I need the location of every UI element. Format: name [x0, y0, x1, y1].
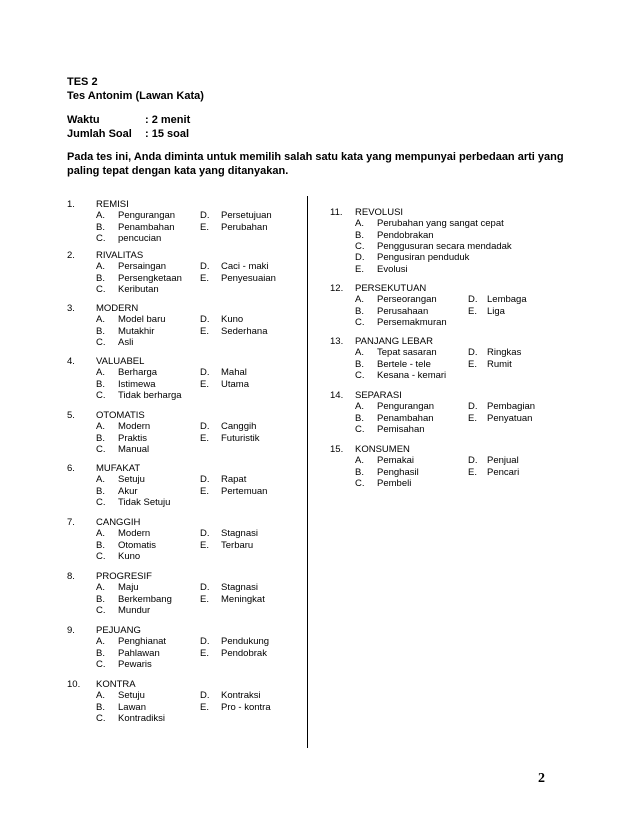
option-letter: C. [96, 443, 106, 455]
option-text: Persemakmuran [377, 316, 447, 328]
option-letter: D. [468, 455, 478, 467]
waktu-label: Waktu [67, 114, 100, 126]
option-letter: E. [200, 325, 209, 337]
option-letter: C. [96, 658, 106, 670]
option-letter: D. [200, 474, 210, 486]
option-text: Liga [487, 305, 505, 317]
option-letter: E. [200, 539, 209, 551]
option-text: Otomatis [118, 539, 157, 551]
option-text: Canggih [221, 421, 257, 433]
option-letter: A. [96, 367, 105, 379]
question-number: 6. [67, 463, 75, 474]
option-letter: E. [200, 647, 209, 659]
option-text: Meningkat [221, 593, 265, 605]
option-letter: B. [96, 701, 105, 713]
option-text: Model baru [118, 314, 166, 326]
option-text: Akur [118, 485, 138, 497]
option-letter: A. [355, 218, 364, 230]
question-number: 5. [67, 410, 75, 421]
option-letter: C. [96, 336, 106, 348]
option-letter: B. [96, 593, 105, 605]
option-text: Pengurangan [118, 210, 176, 222]
option-letter: E. [200, 272, 209, 284]
option-letter: C. [355, 240, 365, 252]
option-text: Lawan [118, 701, 146, 713]
question-word: CANGGIH [96, 517, 141, 528]
option-letter: E. [468, 358, 477, 370]
option-text: Perubahan [221, 221, 268, 233]
instruction-line-1: Pada tes ini, Anda diminta untuk memilih salah satu kata yang mempunyai perbedaan arti yang [67, 151, 564, 163]
option-text: Ringkas [487, 347, 522, 359]
option-letter: D. [200, 421, 210, 433]
option-text: Pahlawan [118, 647, 160, 659]
option-letter: D. [200, 210, 210, 222]
option-text: Terbaru [221, 539, 254, 551]
option-letter: D. [468, 401, 478, 413]
option-letter: E. [468, 412, 477, 424]
option-text: Stagnasi [221, 582, 258, 594]
question-word: PERSEKUTUAN [355, 283, 427, 294]
option-text: Rapat [221, 474, 247, 486]
option-text: Penjual [487, 455, 519, 467]
option-text: pencucian [118, 232, 162, 244]
option-text: Evolusi [377, 263, 408, 275]
jumlah-soal-value: : 15 soal [145, 128, 190, 140]
option-letter: A. [96, 690, 105, 702]
option-text: Kontraksi [221, 690, 261, 702]
option-letter: B. [355, 466, 364, 478]
option-text: Kesana - kemari [377, 369, 447, 381]
option-text: Futuristik [221, 432, 260, 444]
option-text: Persaingan [118, 261, 167, 273]
option-text: Tidak Setuju [118, 496, 171, 508]
page-number: 2 [538, 771, 545, 786]
option-text: Modern [118, 528, 151, 540]
option-text: Perubahan yang sangat cepat [377, 218, 504, 230]
option-text: Penyatuan [487, 412, 533, 424]
option-letter: B. [355, 412, 364, 424]
option-text: Pewaris [118, 658, 152, 670]
option-text: Pemisahan [377, 423, 425, 435]
option-letter: E. [200, 378, 209, 390]
option-letter: C. [96, 232, 106, 244]
option-letter: C. [96, 389, 106, 401]
option-text: Pembagian [487, 401, 536, 413]
question-number: 9. [67, 625, 75, 636]
option-letter: A. [355, 401, 364, 413]
option-letter: E. [200, 221, 209, 233]
option-letter: E. [355, 263, 364, 275]
option-text: Keributan [118, 283, 159, 295]
option-letter: D. [200, 582, 210, 594]
option-text: Pendobrak [221, 647, 267, 659]
option-text: Rumit [487, 358, 512, 370]
option-text: Utama [221, 378, 249, 390]
question-word: PROGRESIF [96, 571, 152, 582]
option-letter: A. [96, 261, 105, 273]
option-text: Persengketaan [118, 272, 182, 284]
question-word: PANJANG LEBAR [355, 336, 433, 347]
option-text: Pengurangan [377, 401, 435, 413]
option-text: Penyesuaian [221, 272, 276, 284]
question-word: REMISI [96, 199, 129, 210]
option-text: Penambahan [377, 412, 434, 424]
instruction-line-2: paling tepat dengan kata yang ditanyakan. [67, 165, 289, 177]
option-text: Pendukung [221, 636, 270, 648]
option-letter: B. [96, 221, 105, 233]
question-number: 11. [330, 207, 343, 218]
option-letter: B. [96, 432, 105, 444]
waktu-value: : 2 menit [145, 114, 191, 126]
option-text: Perusahaan [377, 305, 429, 317]
option-letter: D. [468, 294, 478, 306]
option-text: Modern [118, 421, 151, 433]
option-letter: A. [355, 455, 364, 467]
option-letter: D. [200, 367, 210, 379]
option-letter: A. [355, 347, 364, 359]
question-word: SEPARASI [355, 390, 402, 401]
question-word: RIVALITAS [96, 250, 144, 261]
option-letter: B. [96, 378, 105, 390]
option-letter: B. [96, 325, 105, 337]
option-letter: E. [200, 701, 209, 713]
test-subtitle: Tes Antonim (Lawan Kata) [67, 90, 204, 102]
question-number: 8. [67, 571, 75, 582]
option-text: Pemakai [377, 455, 414, 467]
option-letter: A. [96, 528, 105, 540]
option-letter: E. [468, 466, 477, 478]
question-word: REVOLUSI [355, 207, 404, 218]
question-number: 12. [330, 283, 344, 294]
question-word: VALUABEL [96, 356, 145, 367]
option-letter: D. [200, 690, 210, 702]
option-text: Bertele - tele [377, 358, 431, 370]
option-letter: B. [96, 647, 105, 659]
question-number: 10. [67, 679, 81, 690]
question-number: 15. [330, 444, 344, 455]
option-letter: B. [96, 539, 105, 551]
option-letter: D. [200, 528, 210, 540]
question-word: OTOMATIS [96, 410, 145, 421]
option-text: Kuno [118, 550, 141, 562]
question-number: 14. [330, 390, 344, 401]
option-text: Caci - maki [221, 261, 269, 273]
option-text: Pencari [487, 466, 520, 478]
option-text: Pertemuan [221, 485, 268, 497]
option-letter: D. [200, 314, 210, 326]
question-word: KONSUMEN [355, 444, 410, 455]
option-letter: C. [96, 496, 106, 508]
option-letter: D. [200, 636, 210, 648]
option-text: Berkembang [118, 593, 172, 605]
question-number: 7. [67, 517, 75, 528]
option-letter: E. [200, 432, 209, 444]
question-word: MODERN [96, 303, 139, 314]
option-letter: C. [96, 283, 106, 295]
question-number: 1. [67, 199, 75, 210]
option-letter: B. [96, 485, 105, 497]
option-text: Mutakhir [118, 325, 155, 337]
option-letter: B. [355, 229, 364, 241]
option-letter: B. [96, 272, 105, 284]
option-letter: A. [96, 474, 105, 486]
option-letter: D. [355, 252, 365, 264]
option-letter: C. [96, 712, 106, 724]
option-text: Kontradiksi [118, 712, 165, 724]
option-text: Istimewa [118, 378, 156, 390]
option-text: Penghianat [118, 636, 167, 648]
question-number: 13. [330, 336, 344, 347]
option-text: Berharga [118, 367, 158, 379]
option-text: Stagnasi [221, 528, 258, 540]
option-letter: C. [96, 550, 106, 562]
option-text: Setuju [118, 690, 145, 702]
option-letter: C. [355, 369, 365, 381]
question-number: 4. [67, 356, 75, 367]
option-letter: A. [96, 314, 105, 326]
option-text: Pengusiran penduduk [377, 252, 470, 264]
option-letter: A. [96, 421, 105, 433]
option-letter: A. [96, 636, 105, 648]
column-divider [307, 196, 308, 748]
question-word: PEJUANG [96, 625, 141, 636]
question-number: 3. [67, 303, 75, 314]
option-text: Setuju [118, 474, 145, 486]
option-text: Penambahan [118, 221, 175, 233]
option-text: Kuno [221, 314, 244, 326]
option-letter: A. [355, 294, 364, 306]
option-text: Pro - kontra [221, 701, 271, 713]
option-text: Praktis [118, 432, 148, 444]
option-text: Asli [118, 336, 134, 348]
option-text: Manual [118, 443, 150, 455]
option-letter: C. [96, 604, 106, 616]
jumlah-soal-label: Jumlah Soal [67, 128, 132, 140]
option-text: Tidak berharga [118, 389, 182, 401]
option-text: Penggusuran secara mendadak [377, 240, 512, 252]
option-text: Perseorangan [377, 294, 437, 306]
option-text: Pembeli [377, 477, 412, 489]
option-letter: E. [468, 305, 477, 317]
option-letter: C. [355, 316, 365, 328]
option-letter: B. [355, 358, 364, 370]
test-title: TES 2 [67, 76, 98, 88]
question-number: 2. [67, 250, 75, 261]
option-text: Sederhana [221, 325, 268, 337]
option-letter: E. [200, 485, 209, 497]
question-word: KONTRA [96, 679, 136, 690]
question-word: MUFAKAT [96, 463, 141, 474]
option-text: Pendobrakan [377, 229, 434, 241]
option-letter: A. [96, 582, 105, 594]
option-text: Maju [118, 582, 139, 594]
option-letter: D. [468, 347, 478, 359]
option-text: Persetujuan [221, 210, 272, 222]
option-letter: B. [355, 305, 364, 317]
option-letter: C. [355, 423, 365, 435]
option-letter: D. [200, 261, 210, 273]
option-letter: C. [355, 477, 365, 489]
option-letter: E. [200, 593, 209, 605]
option-text: Tepat sasaran [377, 347, 437, 359]
option-text: Mundur [118, 604, 151, 616]
option-text: Penghasil [377, 466, 419, 478]
option-text: Mahal [221, 367, 247, 379]
option-text: Lembaga [487, 294, 527, 306]
option-letter: A. [96, 210, 105, 222]
